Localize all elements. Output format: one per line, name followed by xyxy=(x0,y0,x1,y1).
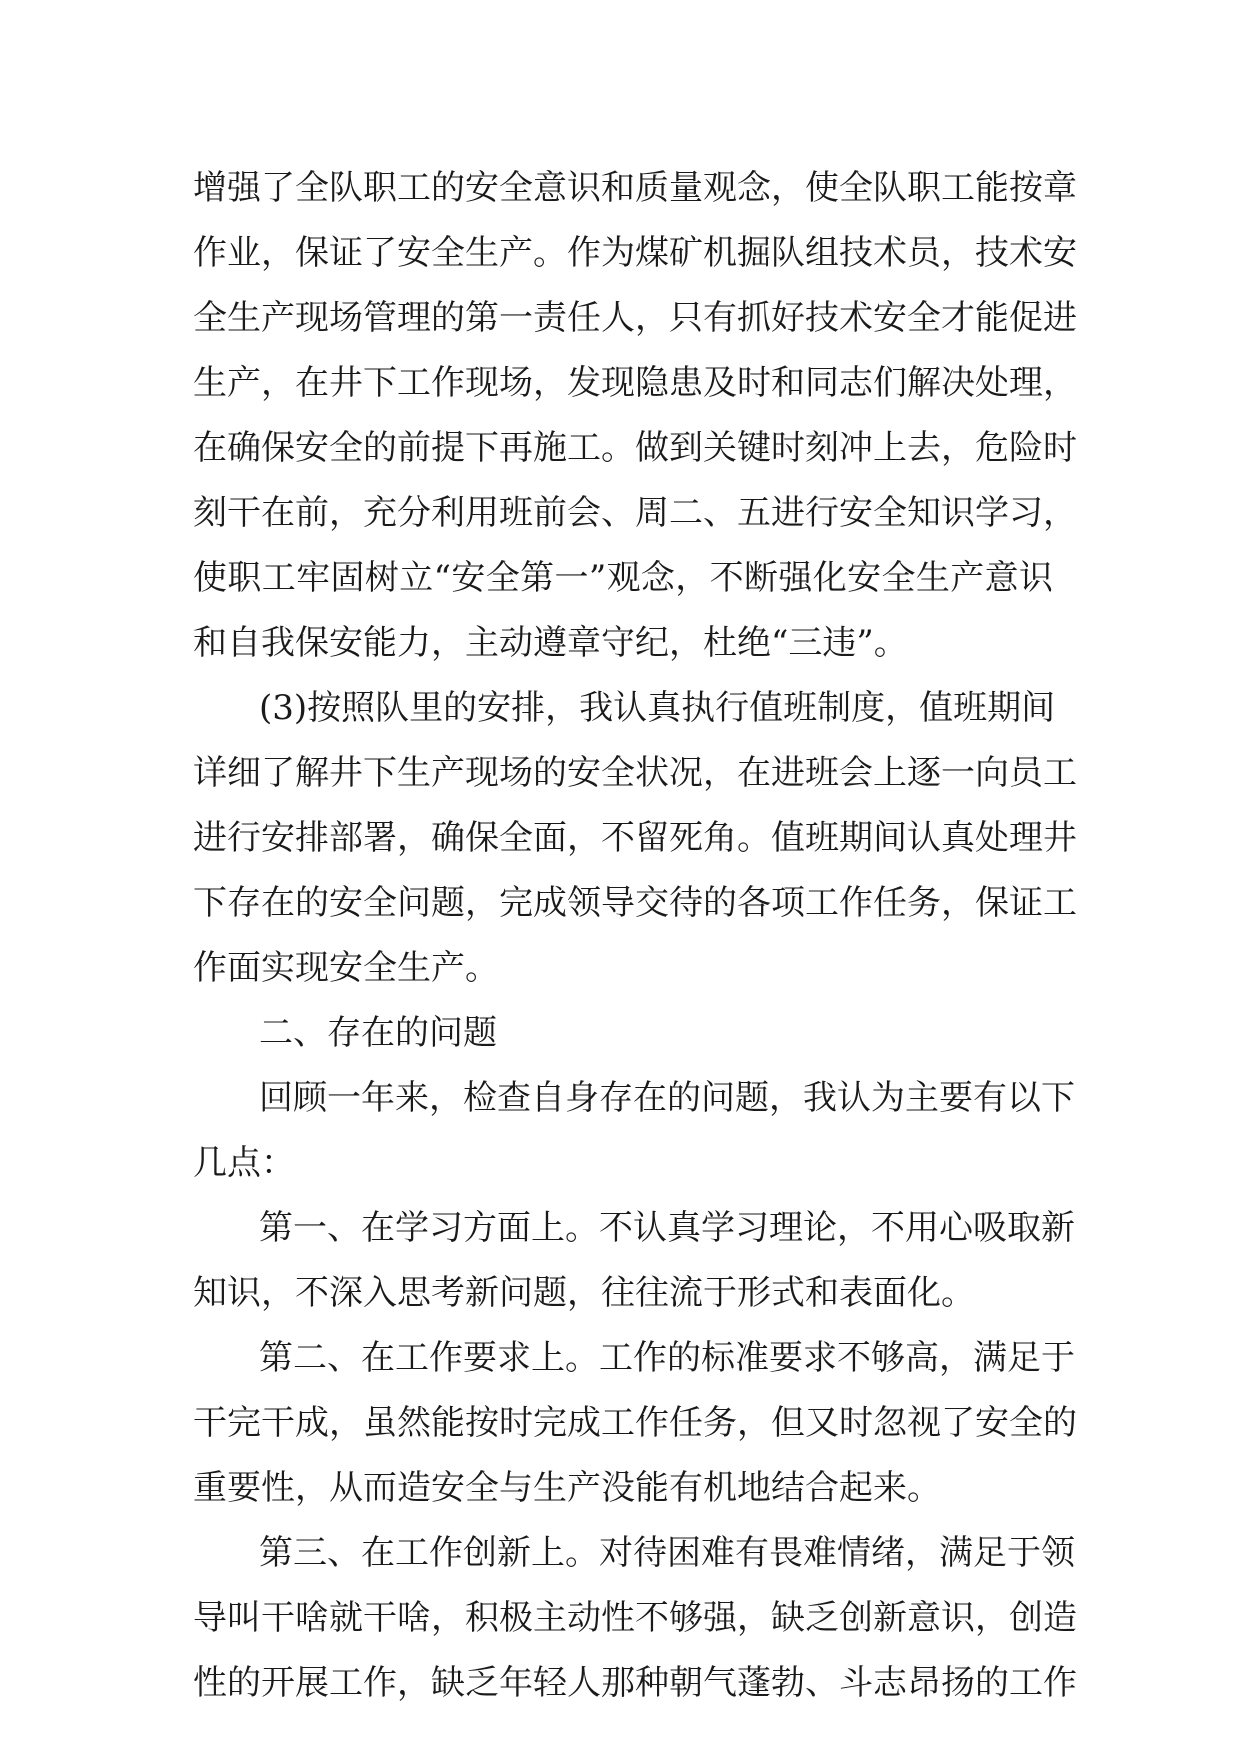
paragraph-start-line: 第三、在工作创新上。对待困难有畏难情绪，满足于领 xyxy=(259,1533,1075,1573)
text-line: 下存在的安全问题，完成领导交待的各项工作任务，保证工 xyxy=(193,883,1077,923)
text-line: 性的开展工作，缺乏年轻人那种朝气蓬勃、斗志昂扬的工作 xyxy=(193,1663,1077,1703)
text-line: 几点： xyxy=(193,1143,295,1183)
text-line: 干完干成，虽然能按时完成工作任务，但又时忽视了安全的 xyxy=(193,1403,1077,1443)
text-line: 作面实现安全生产。 xyxy=(193,948,499,988)
text-line: 进行安排部署，确保全面，不留死角。值班期间认真处理井 xyxy=(193,818,1077,858)
text-line: 在确保安全的前提下再施工。做到关键时刻冲上去，危险时 xyxy=(193,428,1077,468)
text-line: 详细了解井下生产现场的安全状况，在进班会上逐一向员工 xyxy=(193,753,1077,793)
paragraph-start-line: 回顾一年来，检查自身存在的问题，我认为主要有以下 xyxy=(259,1078,1075,1118)
paragraph-start-line: (3)按照队里的安排，我认真执行值班制度，值班期间 xyxy=(259,688,1056,728)
text-line: 刻干在前，充分利用班前会、周二、五进行安全知识学习， xyxy=(193,493,1077,533)
paragraph-start-line: 第一、在学习方面上。不认真学习理论，不用心吸取新 xyxy=(259,1208,1075,1248)
text-line: 增强了全队职工的安全意识和质量观念，使全队职工能按章 xyxy=(193,168,1077,208)
text-line: 重要性，从而造安全与生产没能有机地结合起来。 xyxy=(193,1468,941,1508)
text-line: 使职工牢固树立“安全第一”观念，不断强化安全生产意识 xyxy=(193,558,1053,598)
text-line: 导叫干啥就干啥，积极主动性不够强，缺乏创新意识，创造 xyxy=(193,1598,1077,1638)
text-line: 知识，不深入思考新问题，往往流于形式和表面化。 xyxy=(193,1273,975,1313)
section-heading: 二、存在的问题 xyxy=(259,1013,497,1053)
text-line: 全生产现场管理的第一责任人，只有抓好技术安全才能促进 xyxy=(193,298,1077,338)
document-body xyxy=(193,156,1077,1716)
text-line: 和自我保安能力，主动遵章守纪，杜绝“三违”。 xyxy=(193,623,908,663)
text-line: 生产，在井下工作现场，发现隐患及时和同志们解决处理， xyxy=(193,363,1077,403)
paragraph-start-line: 第二、在工作要求上。工作的标准要求不够高，满足于 xyxy=(259,1338,1075,1378)
text-line: 作业，保证了安全生产。作为煤矿机掘队组技术员，技术安 xyxy=(193,233,1077,273)
